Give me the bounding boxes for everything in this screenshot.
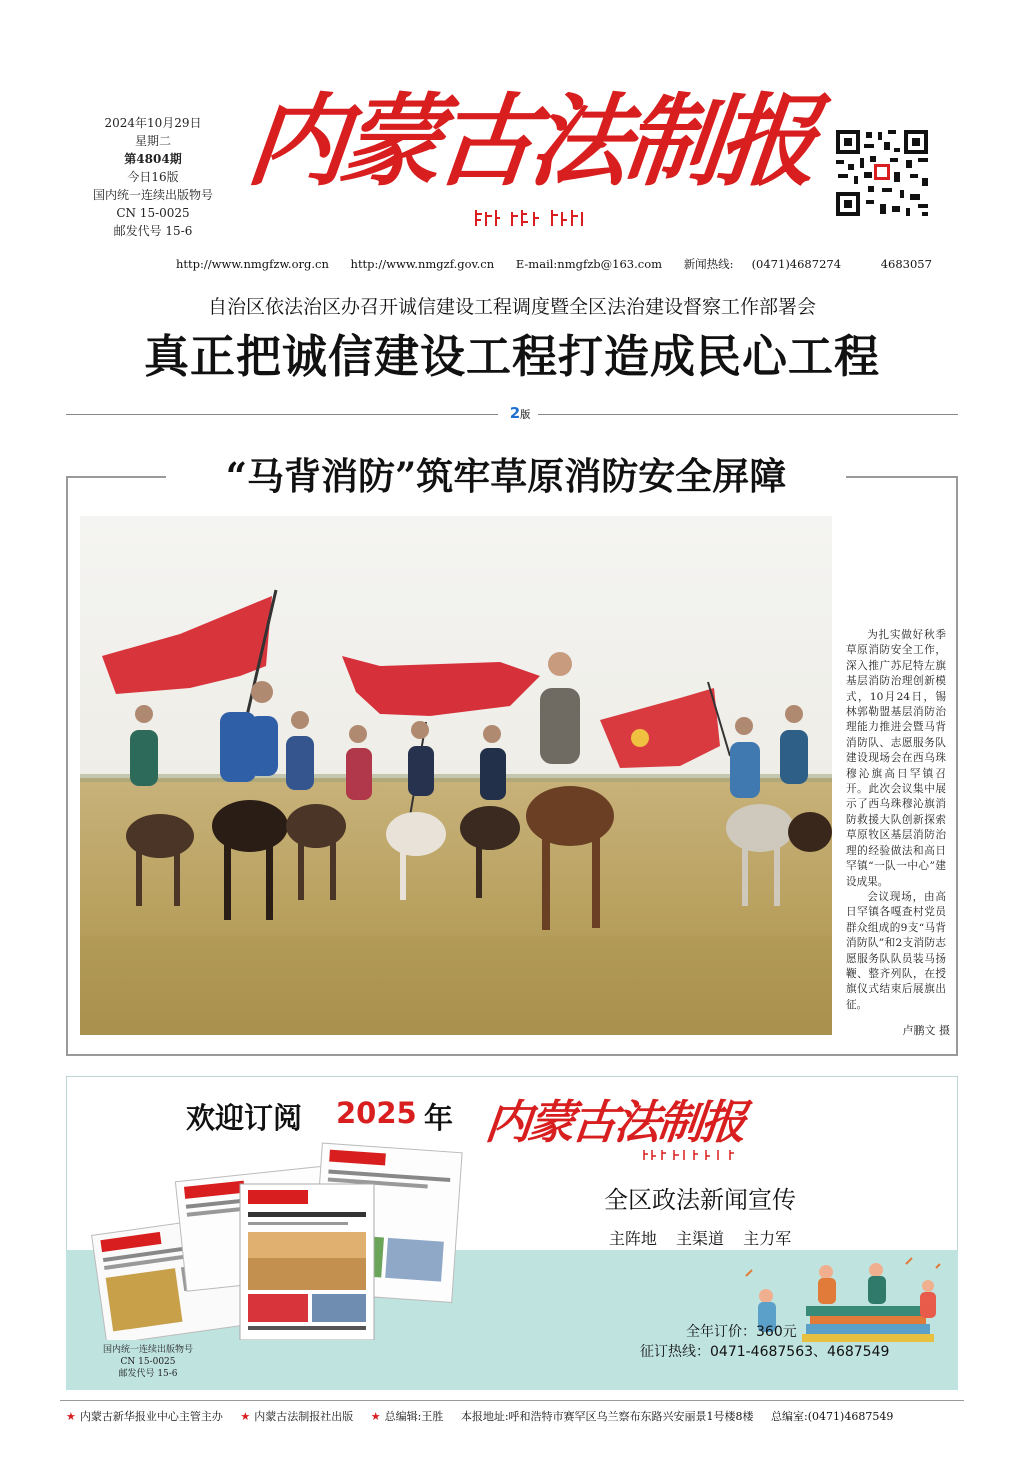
photo-caption xyxy=(846,628,946,1013)
newspaper-logo xyxy=(241,76,819,206)
ad-title-year: 2025 xyxy=(336,1096,417,1130)
hotline-label: 新闻热线: xyxy=(683,257,734,271)
footer-editor xyxy=(371,1410,444,1423)
footer-sponsor xyxy=(66,1410,223,1423)
footer-publisher xyxy=(240,1410,353,1423)
website-link-2[interactable]: http://www.nmgzf.gov.cn xyxy=(350,257,495,271)
ad-pillars: 主阵地 主渠道 主力军 xyxy=(608,1229,792,1248)
issue-date: 2024年10月29日 xyxy=(104,116,202,130)
subscription-hotline[interactable]: 征订热线：0471-4687563、4687549 xyxy=(640,1344,890,1360)
ad-pricing xyxy=(640,1322,900,1362)
page-reference[interactable] xyxy=(500,404,540,422)
footer-publisher-text: 内蒙古法制报社出版 xyxy=(254,1410,354,1423)
ad-postal-code: 邮发代号 15-6 xyxy=(118,1369,178,1379)
caption-paragraph-1: 为扎实做好秋季草原消防安全工作，深入推广苏尼特左旗基层消防治理创新模式，10月24日，锡林郭勒盟基层消防治理能力推进会暨马背消防队、志愿服务队建设现场会在西乌珠穆沁旗高日罕镇召开。此次会议集中展示了西乌珠穆沁旗消防救援大队创新探索草原牧区基层消防治理的经验做法和高日罕镇“一队一中心”建设成果。 xyxy=(846,629,946,888)
star-icon: ★ xyxy=(66,1410,76,1423)
lead-subhead: 自治区依法治区办召开诚信建设工程调度暨全区法治建设督察工作部署会 xyxy=(207,296,816,318)
hotline xyxy=(684,257,859,271)
logo-text: 内蒙古法制报 xyxy=(241,82,819,200)
page-reference-number: 2 xyxy=(509,404,521,422)
issue-weekday: 星期二 xyxy=(134,134,171,148)
story-frame-top-right xyxy=(846,476,958,478)
qr-code-icon xyxy=(834,128,930,218)
divider-right xyxy=(538,414,958,415)
email-link[interactable]: E-mail:nmgfzb@163.com xyxy=(515,257,663,271)
ad-slogan: 全区政法新闻宣传 xyxy=(604,1186,796,1214)
lead-headline[interactable]: 真正把诚信建设工程打造成民心工程 xyxy=(143,330,880,383)
issue-pages: 今日16版 xyxy=(127,170,179,184)
ad-title-suffix: 年 xyxy=(424,1101,454,1135)
ad-publication-meta xyxy=(78,1344,218,1380)
footer-editor-text: 总编辑:王胜 xyxy=(384,1410,444,1423)
star-icon: ★ xyxy=(370,1410,381,1423)
serial-label: 国内统一连续出版物号 xyxy=(92,188,213,202)
hotline-number-2: 4683057 xyxy=(880,257,932,271)
story-frame-top-left xyxy=(66,476,166,478)
footer-divider xyxy=(60,1400,964,1401)
star-icon: ★ xyxy=(240,1410,251,1423)
contact-bar xyxy=(176,256,932,274)
ad-logo: 内蒙古法制报 xyxy=(482,1095,747,1149)
ad-cn-number: CN 15-0025 xyxy=(120,1357,176,1367)
newspaper-stack-image xyxy=(90,1140,490,1340)
ad-mongolian-script-icon xyxy=(640,1148,740,1162)
website-link-1[interactable]: http://www.nmgfzw.org.cn xyxy=(176,257,329,271)
ad-title-prefix: 欢迎订阅 xyxy=(186,1101,303,1135)
hotline-number: (0471)4687274 xyxy=(751,257,842,271)
footer-sponsor-text: 内蒙古新华报业中心主管主办 xyxy=(79,1410,223,1423)
caption-paragraph-2: 会议现场，由高日罕镇各嘎查村党员群众组成的9支“马背消防队”和2支消防志愿服务队队员装马扬鞭、整齐列队，在授旗仪式结束后展旗出征。 xyxy=(846,890,946,1011)
horseback-firefighters-photo xyxy=(80,516,832,1035)
ad-serial-label: 国内统一连续出版物号 xyxy=(102,1345,193,1355)
postal-code: 邮发代号 15-6 xyxy=(113,224,193,238)
mongolian-script-icon xyxy=(472,206,592,230)
footer-address: 本报地址:呼和浩特市赛罕区乌兰察布东路兴安丽景1号楼8楼 xyxy=(460,1410,754,1423)
annual-price: 全年订价：360元 xyxy=(686,1324,797,1340)
photo-story-title[interactable]: “马背消防”筑牢草原消防安全屏障 xyxy=(225,454,787,498)
page-reference-suffix: 版 xyxy=(520,410,531,421)
issue-meta xyxy=(88,114,218,240)
footer xyxy=(66,1408,966,1424)
issue-number: 第4804期 xyxy=(124,152,182,166)
footer-office: 总编室:(0471)4687549 xyxy=(771,1410,894,1423)
photo-credit: 卢鹏文 摄 xyxy=(902,1024,950,1037)
divider-left xyxy=(66,414,498,415)
cn-number: CN 15-0025 xyxy=(116,206,190,220)
